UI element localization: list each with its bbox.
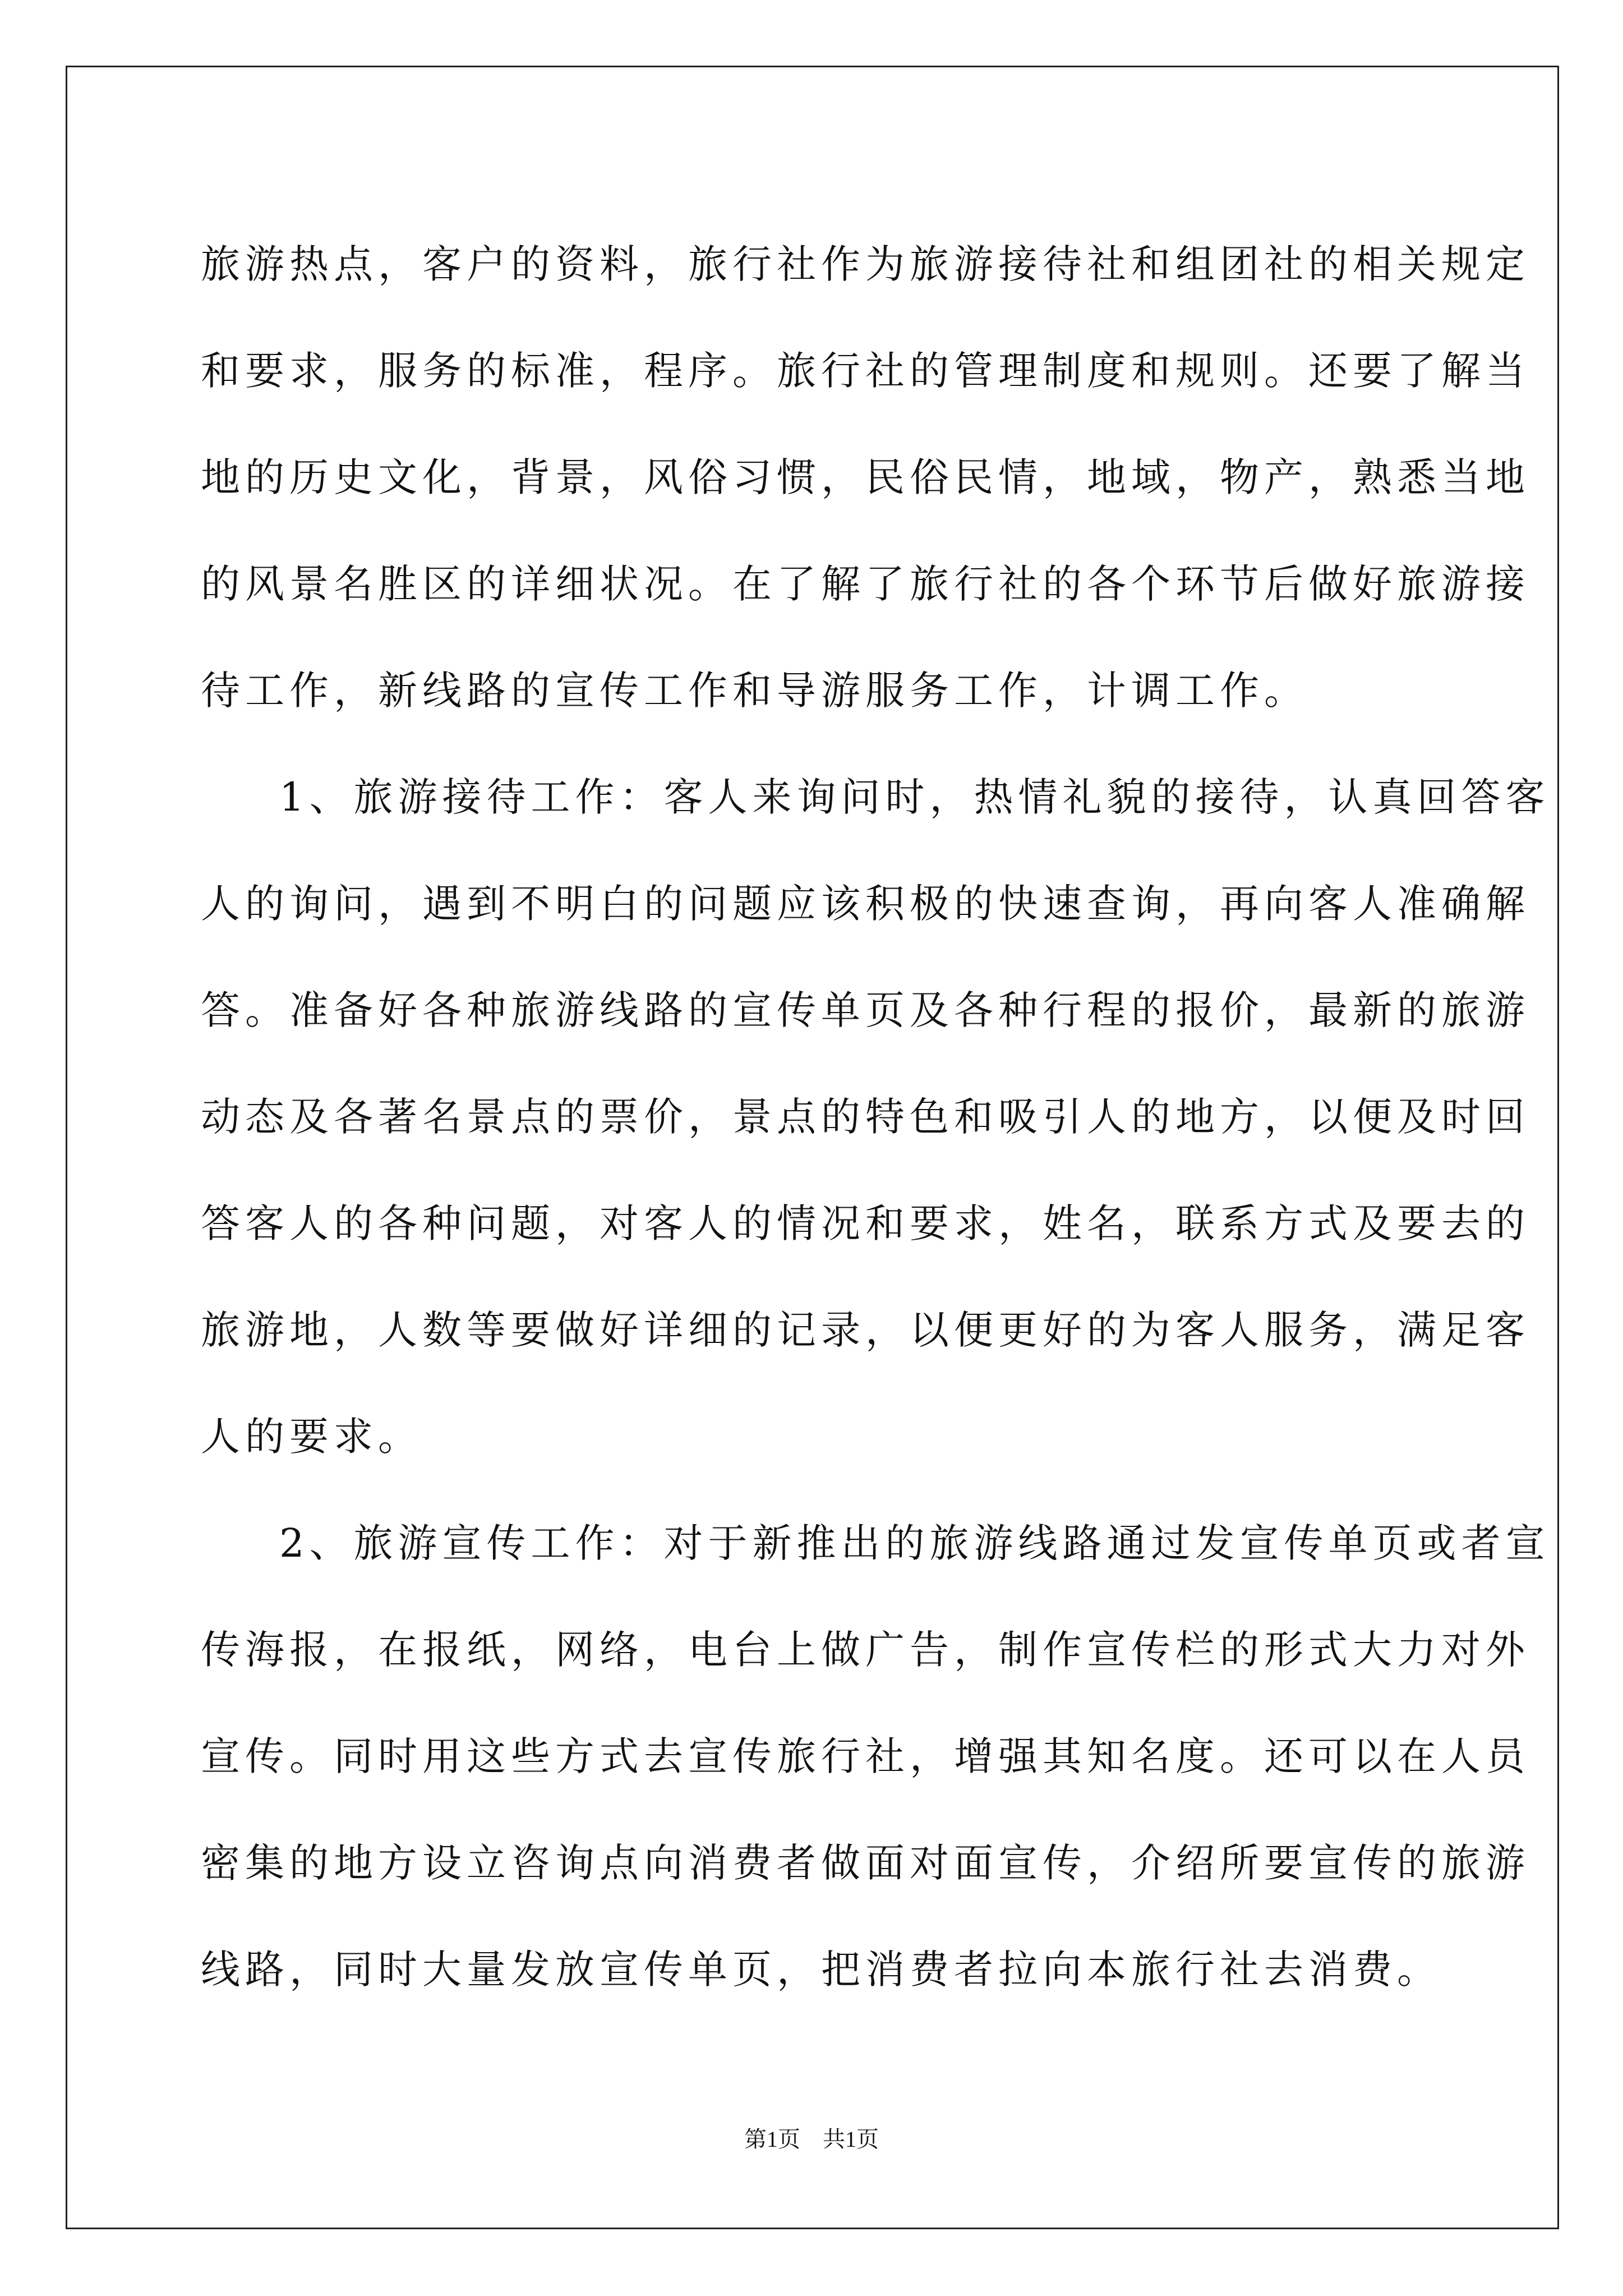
paragraph-line: 密集的地方设立咨询点向消费者做面对面宣传，介绍所要宣传的旅游 xyxy=(201,1840,1530,1886)
paragraph-line: 人的要求。 xyxy=(201,1414,422,1460)
paragraph-line: 线路，同时大量发放宣传单页，把消费者拉向本旅行社去消费。 xyxy=(201,1947,1441,1993)
paragraph-line: 动态及各著名景点的票价，景点的特色和吸引人的地方，以便及时回 xyxy=(201,1094,1530,1140)
document-body xyxy=(201,211,1550,2023)
paragraph-line: 答客人的各种问题，对客人的情况和要求，姓名，联系方式及要去的 xyxy=(201,1200,1530,1246)
paragraph-line: 的风景名胜区的详细状况。在了解了旅行社的各个环节后做好旅游接 xyxy=(201,561,1530,607)
paragraph-line: 传海报，在报纸，网络，电台上做广告，制作宣传栏的形式大力对外 xyxy=(201,1627,1530,1673)
paragraph-line: 旅游热点，客户的资料，旅行社作为旅游接待社和组团社的相关规定 xyxy=(201,241,1530,287)
paragraph-line: 人的询问，遇到不明白的问题应该积极的快速查询，再向客人准确解 xyxy=(201,881,1530,927)
paragraph-line: 地的历史文化，背景，风俗习惯，民俗民情，地域，物产，熟悉当地 xyxy=(201,454,1530,500)
paragraph-line: 1、旅游接待工作：客人来询问时，热情礼貌的接待，认真回答客 xyxy=(279,774,1550,820)
page-total: 共1页 xyxy=(823,2127,879,2152)
paragraph-line: 宣传。同时用这些方式去宣传旅行社，增强其知名度。还可以在人员 xyxy=(201,1733,1530,1779)
paragraph-line: 答。准备好各种旅游线路的宣传单页及各种行程的报价，最新的旅游 xyxy=(201,987,1530,1033)
paragraph-line: 待工作，新线路的宣传工作和导游服务工作，计调工作。 xyxy=(201,668,1308,714)
paragraph-line: 2、旅游宣传工作：对于新推出的旅游线路通过发宣传单页或者宣 xyxy=(279,1520,1550,1566)
paragraph-line: 旅游地，人数等要做好详细的记录，以便更好的为客人服务，满足客 xyxy=(201,1307,1530,1353)
page-number: 第1页 xyxy=(744,2127,800,2152)
page-footer xyxy=(0,2122,1623,2154)
paragraph-line: 和要求，服务的标准，程序。旅行社的管理制度和规则。还要了解当 xyxy=(201,348,1530,394)
